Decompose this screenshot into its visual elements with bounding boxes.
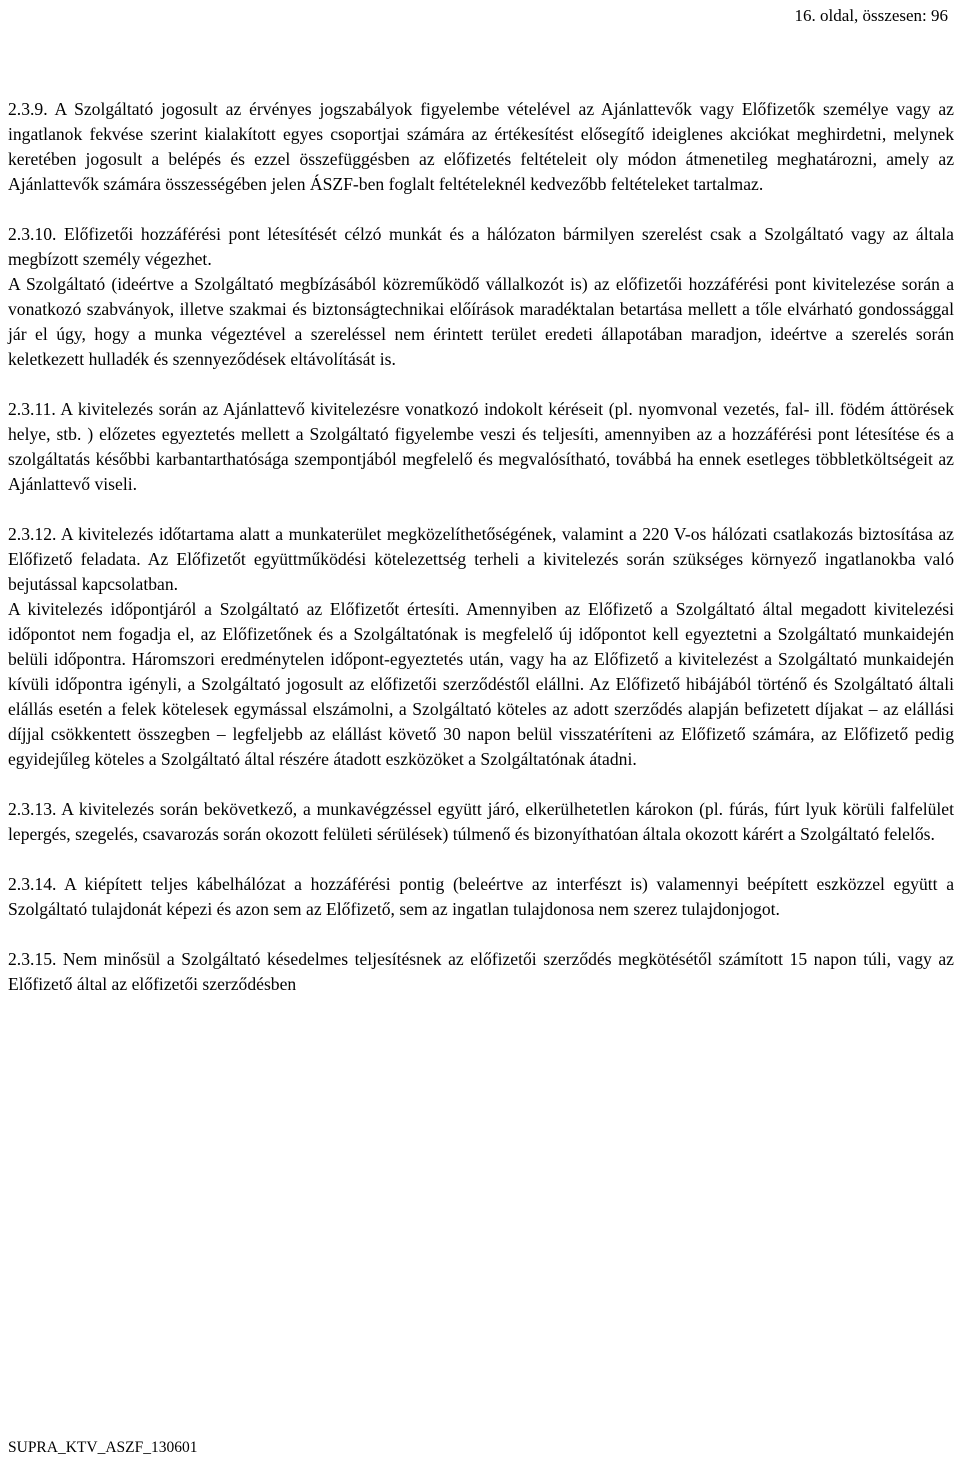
paragraph-2-3-12: 2.3.12. A kivitelezés időtartama alatt a munkaterület megközelíthetőségének, valamint a 220 V-os hálózati csatlakozás biztosítása az Előfizető feladata. Az Előfizetőt együttműködési kötelezettség terheli a kivitelezés során szükséges környező ingatlanokba való bejutással kapcsolatban. — [8, 524, 954, 594]
paragraph-2-3-9: 2.3.9. A Szolgáltató jogosult az érvényes jogszabályok figyelembe vételével az Ajánlattevők vagy Előfizetők személye vagy az ingatlanok fekvése szerint kialakított egyes csoportjai számára az értékesítést elősegítő ideiglenes akciókat meghirdetni, melynek keretében jogosult a belépés és ezzel összefüggésben az előfizetés feltételeit oly módon átmenetileg meghatározni, amely az Ajánlattevők számára összességében jelen ÁSZF-ben foglalt feltételeknél kedvezőbb feltételeket tartalmaz. — [8, 99, 954, 194]
paragraph-2-3-13: 2.3.13. A kivitelezés során bekövetkező, a munkavégzéssel együtt járó, elkerülhetetlen károkon (pl. fúrás, fúrt lyuk körüli falfelület lepergés, szegelés, csavarozás során okozott felületi sérülések) túlmenő és bizonyíthatóan általa okozott kárért a Szolgáltató felelős. — [8, 799, 954, 844]
paragraph-2-3-15: 2.3.15. Nem minősül a Szolgáltató késedelmes teljesítésnek az előfizetői szerződés megkötésétől számított 15 napon túli, vagy az Előfizető által az előfizetői szerződésben — [8, 949, 954, 994]
paragraph-2-3-12-continued: A kivitelezés időpontjáról a Szolgáltató az Előfizetőt értesíti. Amennyiben az Előfizető a Szolgáltató által megadott kivitelezési időpontot nem fogadja el, az Előfizetőnek és a Szolgáltatónak is megfelelő új időpontot kell egyeztetni a Szolgáltató munkaidején belüli időpontra. Háromszori eredménytelen időpont-egyeztetés után, vagy ha az Előfizető a kivitelezést a Szolgáltató munkaidején kívüli időpontra igényli, a Szolgáltató jogosult az előfizetői szerződéstől elállni. Az Előfizető hibájából történő és Szolgáltató általi elállás esetén a felek kötelesek egymással elszámolni, a Szolgáltató köteles az adott szerződés alapján befizetett díjakat – az elállási díjjal csökkentett összegben – legfeljebb az elállást követő 30 napon belül visszatéríteni az Előfizető számára, az Előfizető pedig egyidejűleg köteles a Szolgáltató által részére átadott eszközöket a Szolgáltatónak átadni. — [8, 599, 954, 769]
document-body — [8, 97, 954, 997]
page-counter: 16. oldal, összesen: 96 — [794, 6, 948, 25]
paragraph-2-3-11: 2.3.11. A kivitelezés során az Ajánlattevő kivitelezésre vonatkozó indokolt kéréseit (pl. nyomvonal vezetés, fal- ill. födém áttörések helye, stb. ) előzetes egyeztetés mellett a Szolgáltató figyelembe veszi és teljesíti, amennyiben az a hozzáférési pont létesítése és a szolgáltatás későbbi karbantarthatósága szempontjából megfelelő és megvalósítható, továbbá ha ennek esetleges többletköltségeit az Ajánlattevő viseli. — [8, 399, 954, 494]
document-code-footer: SUPRA_KTV_ASZF_130601 — [8, 1439, 198, 1456]
paragraph-2-3-10-continued: A Szolgáltató (ideértve a Szolgáltató megbízásából közreműködő vállalkozót is) az előfizetői hozzáférési pont kivitelezése során a vonatkozó szabványok, illetve szakmai és biztonságtechnikai előírások maradéktalan betartása mellett a tőle elvárható gondossággal jár el úgy, hogy a munka végeztével a szereléssel nem érintett terület eredeti állapotában maradjon, ideértve a szerelés során keletkezett hulladék és szennyeződések eltávolítását is. — [8, 274, 954, 369]
paragraph-2-3-14: 2.3.14. A kiépített teljes kábelhálózat a hozzáférési pontig (beleértve az interfészt is) valamennyi beépített eszközzel együtt a Szolgáltató tulajdonát képezi és azon sem az Előfizető, sem az ingatlan tulajdonosa nem szerez tulajdonjogot. — [8, 874, 954, 919]
paragraph-2-3-10: 2.3.10. Előfizetői hozzáférési pont létesítését célzó munkát és a hálózaton bármilyen szerelést csak a Szolgáltató vagy az általa megbízott személy végezhet. — [8, 224, 954, 269]
